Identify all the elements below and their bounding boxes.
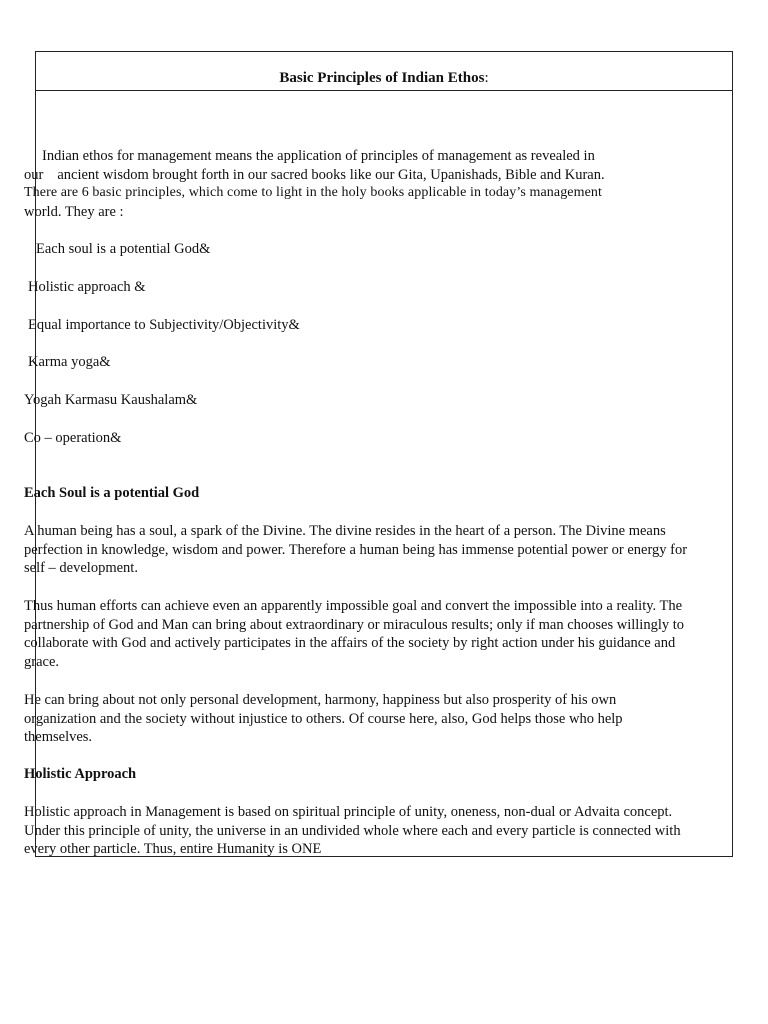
title-text: Basic Principles of Indian Ethos <box>279 70 485 86</box>
section1-paragraph-2: Thus human efforts can achieve even an apparently impossible goal and convert the impossible into a reality. The partnership of God and Man can bring about extraordinary or miraculous results; only if man chooses willingly to collaborate with God and actively participates in the affairs of the society by right action under his guidance and grace. <box>24 598 685 670</box>
title-colon: : <box>484 70 489 86</box>
principle-5: Yogah Karmasu Kaushalam& <box>24 392 198 408</box>
section1-paragraph-3: He can bring about not only personal development, harmony, happiness but also prosperity of his own organization and the society without injustice to others. Of course here, also, God helps those who help themselves. <box>24 692 623 746</box>
intro-paragraph <box>24 147 688 221</box>
intro-line-1: Indian ethos for management means the application of principles of management as revealed in <box>42 148 595 164</box>
section-heading-holistic: Holistic Approach <box>24 766 137 782</box>
title-row <box>36 52 732 91</box>
section1-paragraph-1: A human being has a soul, a spark of the Divine. The divine resides in the heart of a person. The Divine means perfection in knowledge, wisdom and power. Therefore a human being has immense potential power or energy for self – development. <box>24 523 688 577</box>
principle-3: Equal importance to Subjectivity/Objectivity& <box>28 317 300 333</box>
section2-paragraph-1: Holistic approach in Management is based on spiritual principle of unity, oneness, non-dual or Advaita concept. Under this principle of unity, the universe in an undivided whole where each and every particle is connected with every other particle. Thus, entire Humanity is ONE <box>24 804 681 858</box>
page-title <box>36 69 732 87</box>
intro-line-2: our ancient wisdom brought forth in our sacred books like our Gita, Upanishads, Bible and Kuran. <box>24 166 605 183</box>
section-heading-soul: Each Soul is a potential God <box>24 485 200 501</box>
principle-6: Co – operation& <box>24 430 122 446</box>
principle-1: Each soul is a potential God& <box>36 241 211 257</box>
principle-2: Holistic approach & <box>28 279 146 295</box>
principle-4: Karma yoga& <box>28 354 111 370</box>
intro-line-4: world. They are : <box>24 203 124 220</box>
intro-line-3: There are 6 basic principles, which come to light in the holy books applicable in today’s management <box>24 185 603 201</box>
